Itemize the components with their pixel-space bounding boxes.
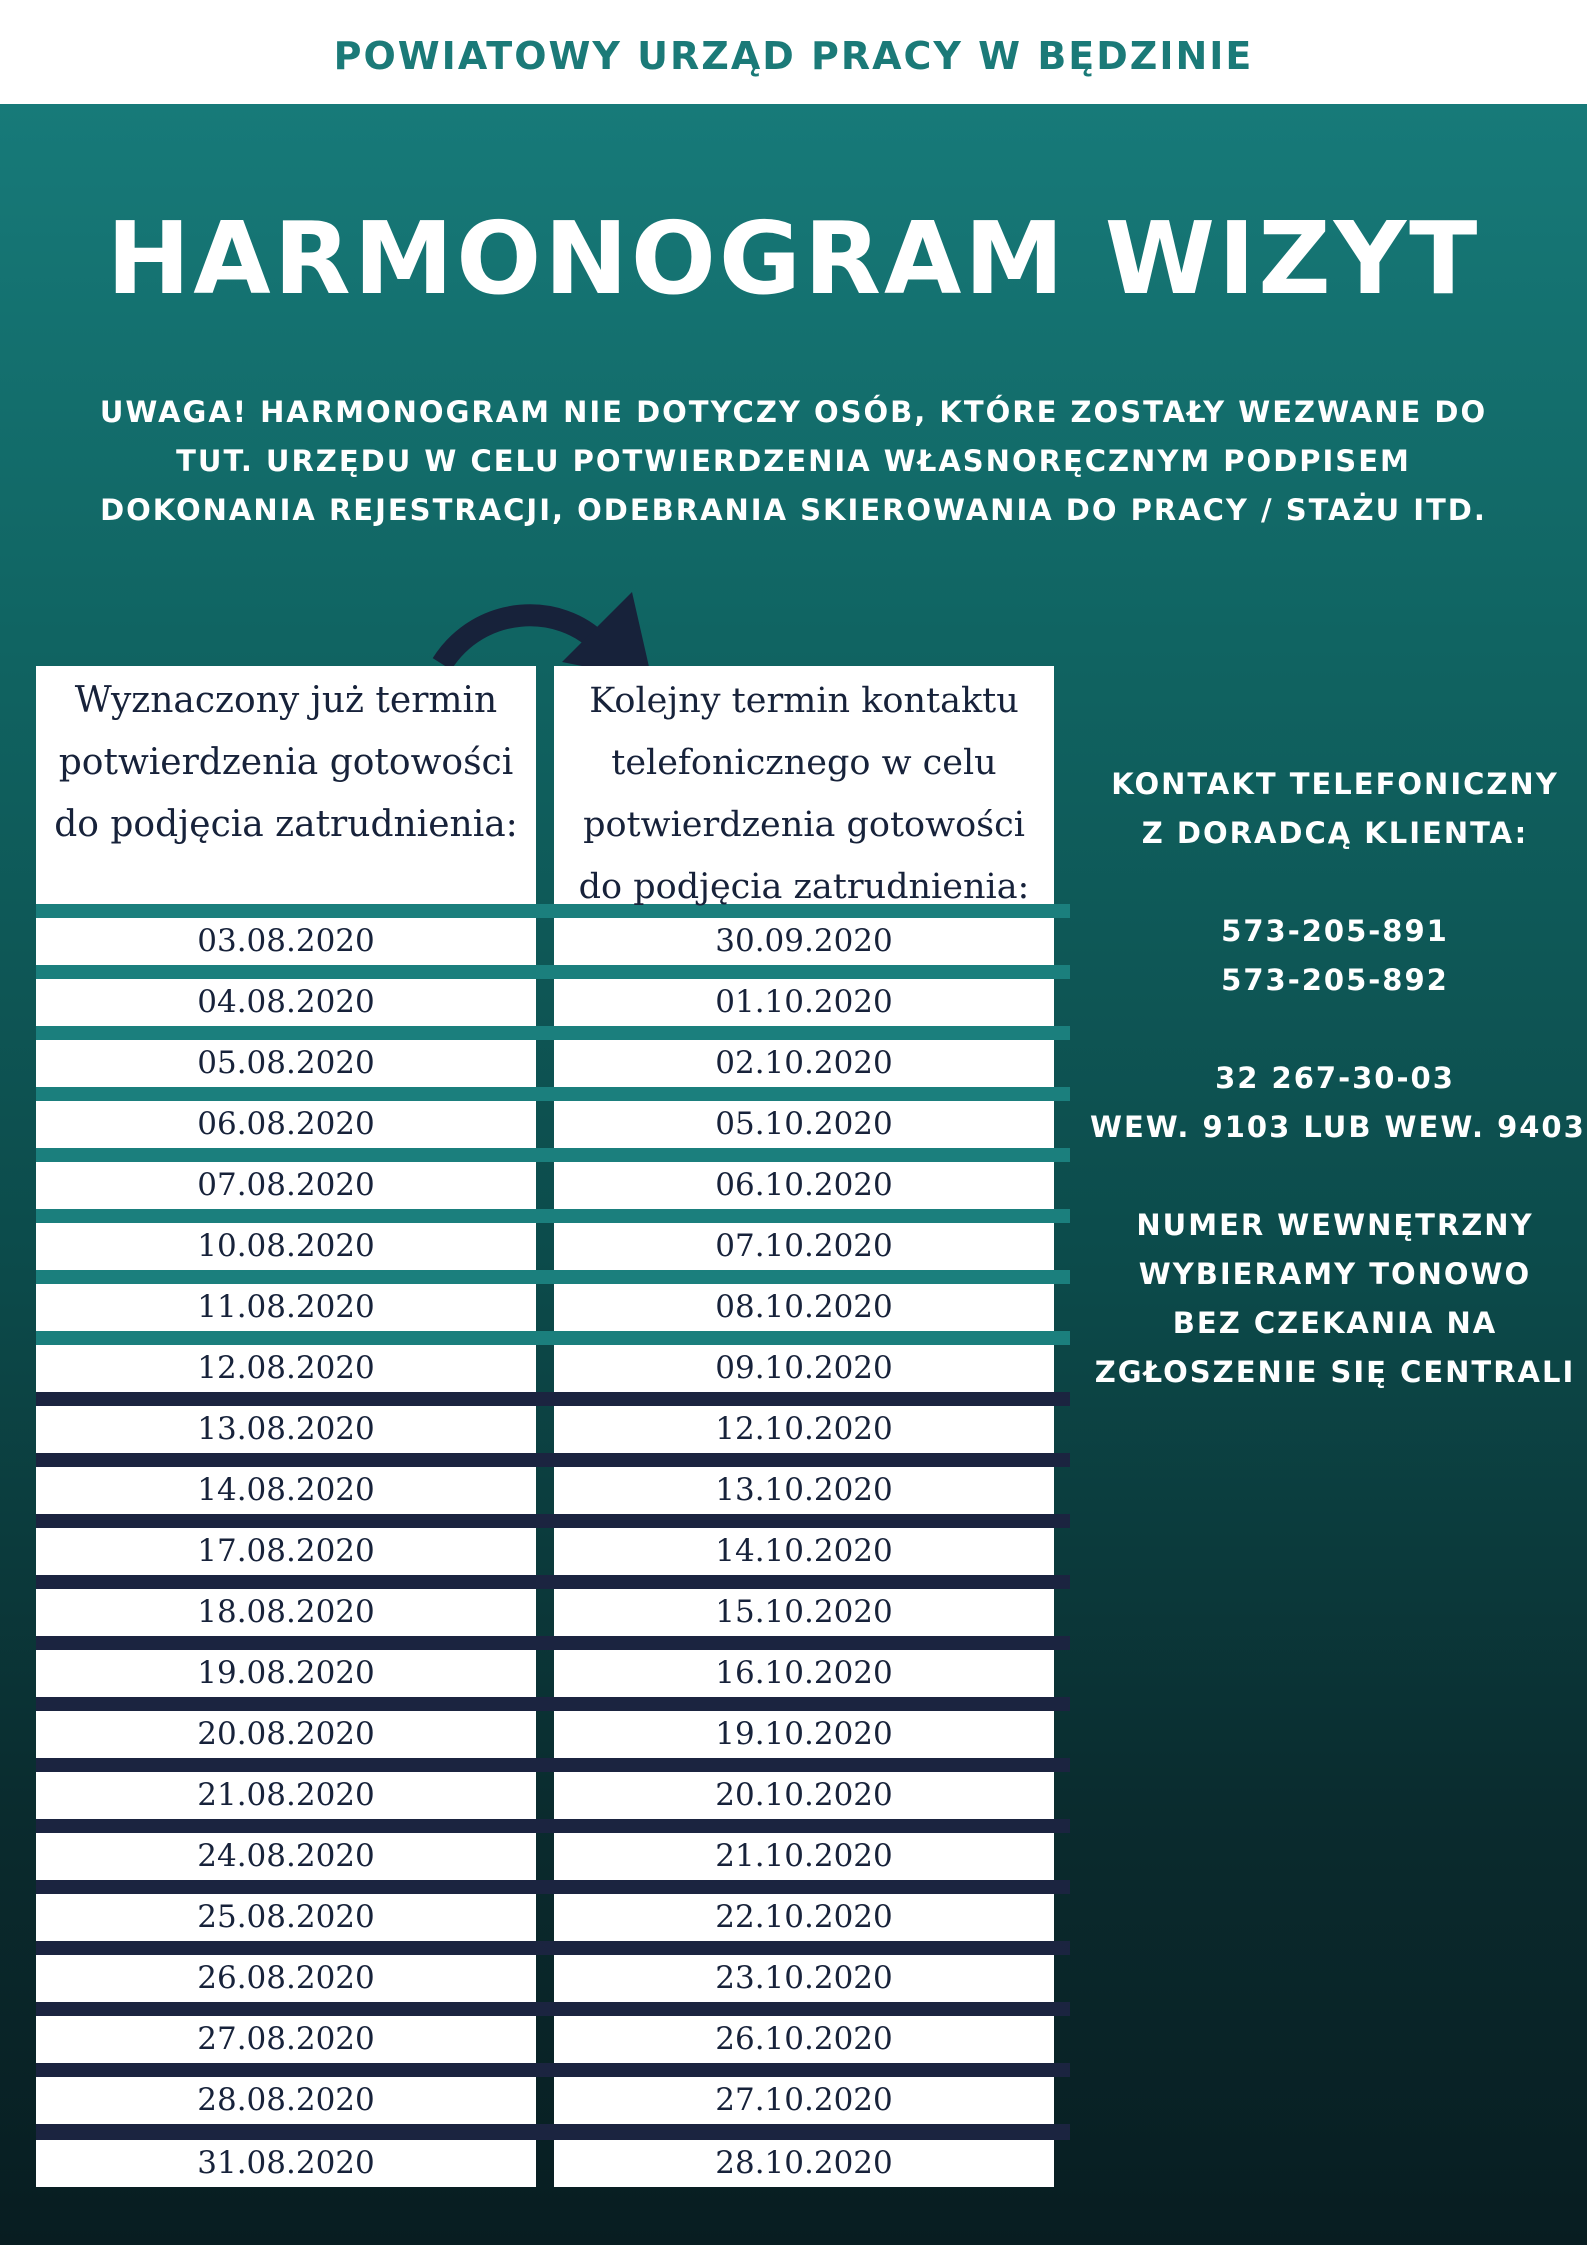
assigned-date-cell: 17.08.2020	[36, 1528, 536, 1575]
row-separator	[36, 1026, 1070, 1040]
row-separator	[36, 2063, 1070, 2077]
next-contact-date-cell: 13.10.2020	[554, 1467, 1054, 1514]
row-separator	[36, 1392, 1070, 1406]
assigned-date-cell: 31.08.2020	[36, 2140, 536, 2187]
instruction-line: NUMER WEWNĘTRZNY	[1136, 1208, 1534, 1242]
row-separator	[36, 1148, 1070, 1162]
row-separator	[36, 1636, 1070, 1650]
assigned-date-cell: 06.08.2020	[36, 1101, 536, 1148]
next-contact-date-cell: 08.10.2020	[554, 1284, 1054, 1331]
notice-line: DOKONANIA REJESTRACJI, ODEBRANIA SKIEROWANIA DO PRACY / STAŻU ITD.	[100, 493, 1487, 527]
assigned-date-cell: 11.08.2020	[36, 1284, 536, 1331]
header-line: do podjęcia zatrudnienia:	[54, 804, 518, 845]
notice-line: UWAGA! HARMONOGRAM NIE DOTYCZY OSÓB, KTÓRE ZOSTAŁY WEZWANE DO	[99, 395, 1488, 429]
assigned-date-cell: 03.08.2020	[36, 918, 536, 965]
header-line: telefonicznego w celu	[611, 743, 997, 783]
row-separator	[36, 2002, 1070, 2016]
row-separator	[36, 1087, 1070, 1101]
row-separator	[36, 1270, 1070, 1284]
row-separator	[36, 1575, 1070, 1589]
header-line: do podjęcia zatrudnienia:	[578, 867, 1030, 907]
next-contact-date-cell: 21.10.2020	[554, 1833, 1054, 1880]
phone-number: 573-205-891	[1221, 914, 1449, 948]
row-separator	[36, 1880, 1070, 1894]
header-line: potwierdzenia gotowości	[58, 742, 514, 783]
assigned-date-cell: 05.08.2020	[36, 1040, 536, 1087]
assigned-date-cell: 24.08.2020	[36, 1833, 536, 1880]
next-contact-date-cell: 23.10.2020	[554, 1955, 1054, 2002]
row-separator	[36, 1453, 1070, 1467]
instruction-line: ZGŁOSZENIE SIĘ CENTRALI	[1094, 1355, 1576, 1389]
assigned-date-cell: 18.08.2020	[36, 1589, 536, 1636]
assigned-date-cell: 25.08.2020	[36, 1894, 536, 1941]
contact-panel	[1090, 760, 1586, 1397]
next-contact-date-cell: 01.10.2020	[554, 979, 1054, 1026]
next-contact-date-cell: 12.10.2020	[554, 1406, 1054, 1453]
assigned-date-cell: 13.08.2020	[36, 1406, 536, 1453]
next-contact-date-cell: 22.10.2020	[554, 1894, 1054, 1941]
next-contact-date-cell: 06.10.2020	[554, 1162, 1054, 1209]
next-contact-date-cell: 05.10.2020	[554, 1101, 1054, 1148]
next-contact-date-cell: 07.10.2020	[554, 1223, 1054, 1270]
assigned-date-cell: 20.08.2020	[36, 1711, 536, 1758]
next-contact-date-cell: 30.09.2020	[554, 918, 1054, 965]
extension-numbers: WEW. 9103 LUB WEW. 9403	[1090, 1110, 1586, 1144]
assigned-date-cell: 07.08.2020	[36, 1162, 536, 1209]
row-separator	[36, 1331, 1070, 1345]
row-separator	[36, 965, 1070, 979]
instruction-line: BEZ CZEKANIA NA	[1172, 1306, 1498, 1340]
assigned-date-cell: 28.08.2020	[36, 2077, 536, 2124]
row-separator	[36, 1209, 1070, 1223]
next-contact-date-cell: 09.10.2020	[554, 1345, 1054, 1392]
phone-number: 573-205-892	[1221, 963, 1449, 997]
assigned-date-cell: 10.08.2020	[36, 1223, 536, 1270]
organization-name: POWIATOWY URZĄD PRACY W BĘDZINIE	[333, 34, 1254, 78]
header-line: Wyznaczony już termin	[74, 680, 498, 721]
next-contact-date-cell: 28.10.2020	[554, 2140, 1054, 2187]
assigned-date-cell: 27.08.2020	[36, 2016, 536, 2063]
assigned-date-cell: 19.08.2020	[36, 1650, 536, 1697]
next-contact-date-cell: 19.10.2020	[554, 1711, 1054, 1758]
assigned-date-cell: 04.08.2020	[36, 979, 536, 1026]
assigned-date-cell: 26.08.2020	[36, 1955, 536, 2002]
next-contact-date-cell: 02.10.2020	[554, 1040, 1054, 1087]
contact-heading: KONTAKT TELEFONICZNY	[1111, 767, 1559, 801]
assigned-date-cell: 12.08.2020	[36, 1345, 536, 1392]
row-separator	[36, 1941, 1070, 1955]
schedule-table	[36, 666, 1070, 2200]
row-separator	[36, 2124, 1070, 2140]
row-separator	[36, 1819, 1070, 1833]
instruction-line: WYBIERAMY TONOWO	[1138, 1257, 1532, 1291]
row-separator	[36, 1697, 1070, 1711]
landline-number: 32 267-30-03	[1215, 1061, 1455, 1095]
column-header-assigned	[36, 666, 536, 904]
assigned-date-cell: 14.08.2020	[36, 1467, 536, 1514]
next-contact-date-cell: 20.10.2020	[554, 1772, 1054, 1819]
next-contact-date-cell: 26.10.2020	[554, 2016, 1054, 2063]
top-bar	[0, 0, 1587, 104]
next-contact-date-cell: 14.10.2020	[554, 1528, 1054, 1575]
notice-line: TUT. URZĘDU W CELU POTWIERDZENIA WŁASNORĘCZNYM PODPISEM	[176, 444, 1411, 478]
header-line: Kolejny termin kontaktu	[589, 681, 1019, 721]
column-header-next-contact	[554, 666, 1054, 907]
header-line: potwierdzenia gotowości	[583, 805, 1025, 845]
notice-text	[80, 388, 1507, 535]
contact-heading: Z DORADCĄ KLIENTA:	[1141, 816, 1529, 850]
next-contact-date-cell: 27.10.2020	[554, 2077, 1054, 2124]
page-title: HARMONOGRAM WIZYT	[106, 200, 1481, 317]
row-separator	[36, 1514, 1070, 1528]
next-contact-date-cell: 16.10.2020	[554, 1650, 1054, 1697]
next-contact-date-cell: 15.10.2020	[554, 1589, 1054, 1636]
assigned-date-cell: 21.08.2020	[36, 1772, 536, 1819]
row-separator	[36, 1758, 1070, 1772]
